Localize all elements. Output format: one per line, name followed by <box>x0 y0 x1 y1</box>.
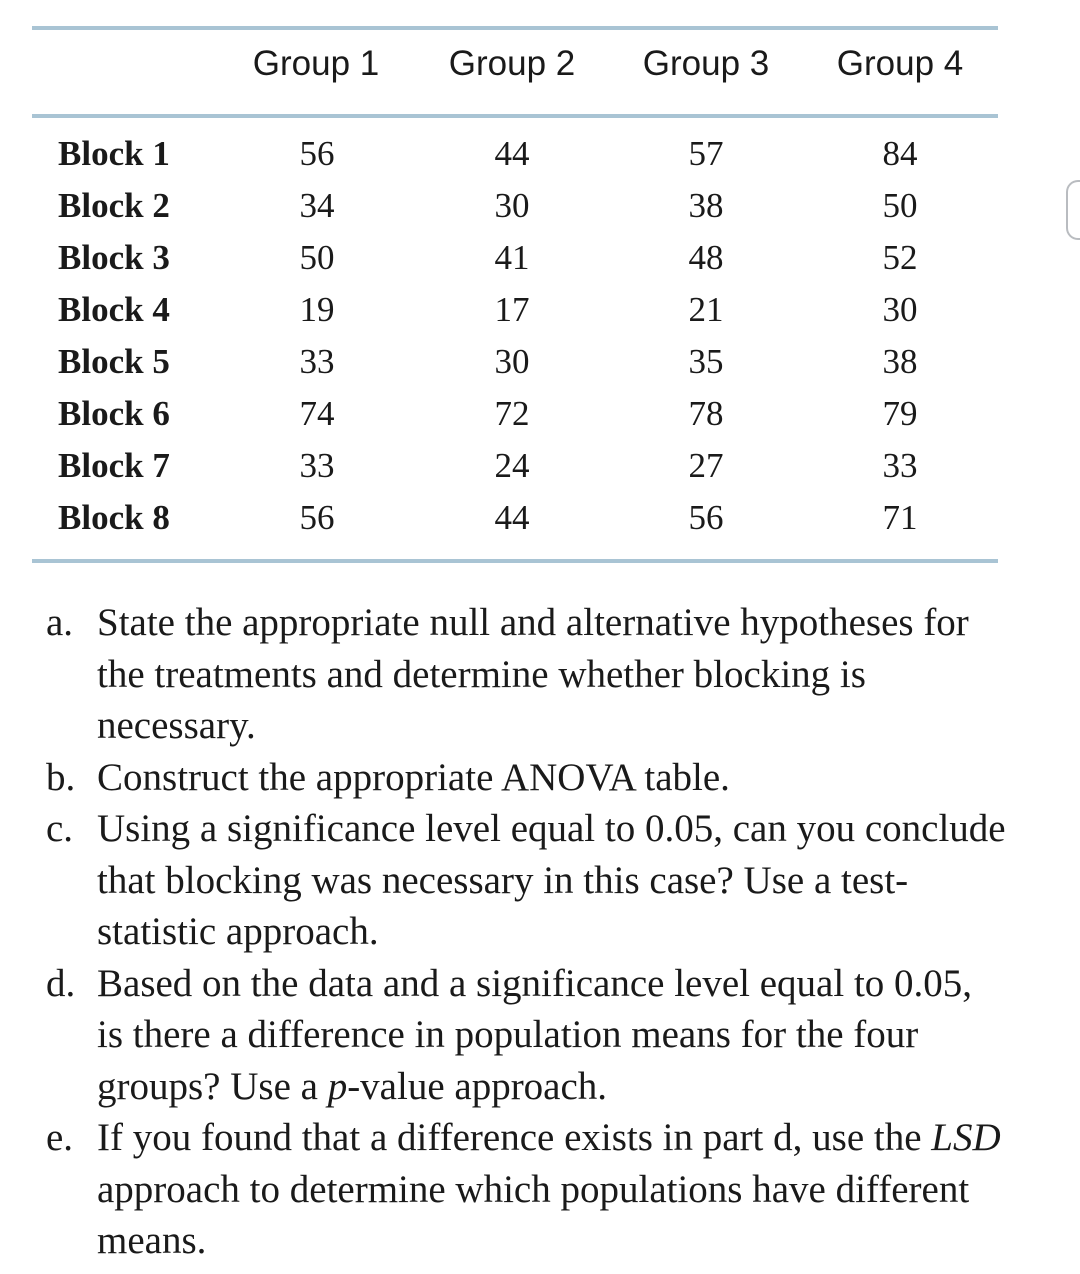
question-d <box>46 958 1006 1113</box>
row-label: Block 4 <box>58 290 170 329</box>
question-letter: e. <box>46 1116 74 1159</box>
question-text-pre: Based on the data and a significance level equal to 0.05, is there a difference in population means for the four groups? Use a <box>97 961 973 1108</box>
table-cell: 56 <box>688 498 724 537</box>
table-header-rule <box>32 114 998 118</box>
table-cell: 33 <box>299 446 335 485</box>
table-cell: 24 <box>494 446 530 485</box>
table-row <box>0 290 1080 342</box>
table-cell: 44 <box>494 134 530 173</box>
row-label: Block 5 <box>58 342 170 381</box>
table-row <box>0 238 1080 290</box>
question-text: Using a significance level equal to 0.05, can you conclude that blocking was necessary in this case? Use a test-statistic approach. <box>97 807 1006 953</box>
column-header-group-3: Group 3 <box>642 44 770 83</box>
table-cell: 34 <box>299 186 335 225</box>
question-letter: a. <box>46 601 74 644</box>
table-cell: 17 <box>494 290 530 329</box>
table-cell: 48 <box>688 238 724 277</box>
table-cell: 30 <box>882 290 918 329</box>
table-cell: 72 <box>494 394 530 433</box>
table-cell: 35 <box>688 342 724 381</box>
table-cell: 71 <box>882 498 918 537</box>
question-letter: d. <box>46 961 76 1005</box>
table-cell: 74 <box>299 394 335 433</box>
table-header <box>0 44 1080 94</box>
table-cell: 33 <box>299 342 335 381</box>
question-letter: b. <box>46 755 76 799</box>
row-label: Block 7 <box>58 446 170 485</box>
row-label: Block 2 <box>58 186 170 225</box>
table-row <box>0 134 1080 186</box>
question-list <box>46 597 1006 1267</box>
row-label: Block 6 <box>58 394 170 433</box>
question-text-pre: If you found that a difference exists in part d, use the <box>97 1116 932 1159</box>
row-label: Block 8 <box>58 498 170 537</box>
table-cell: 84 <box>882 134 918 173</box>
question-text-emphasis: LSD <box>931 1116 1001 1159</box>
table-cell: 38 <box>882 342 918 381</box>
table-cell: 30 <box>494 342 530 381</box>
table-row <box>0 186 1080 238</box>
table-cell: 56 <box>299 498 335 537</box>
table-cell: 30 <box>494 186 530 225</box>
column-header-group-2: Group 2 <box>448 44 576 83</box>
question-e <box>46 1112 1006 1267</box>
table-row <box>0 446 1080 498</box>
table-row <box>0 394 1080 446</box>
question-text: State the appropriate null and alternative hypotheses for the treatments and determine whether blocking is necessary. <box>97 601 969 747</box>
question-c <box>46 803 1006 958</box>
scroll-handle[interactable] <box>1066 180 1080 240</box>
row-label: Block 3 <box>58 238 170 277</box>
table-bottom-rule <box>32 559 998 563</box>
question-text-post: -value approach. <box>347 1064 608 1108</box>
table-cell: 78 <box>688 394 724 433</box>
question-text: Construct the appropriate ANOVA table. <box>97 755 730 799</box>
table-cell: 27 <box>688 446 724 485</box>
table-cell: 19 <box>299 290 335 329</box>
table-cell: 33 <box>882 446 918 485</box>
column-header-group-1: Group 1 <box>252 44 380 83</box>
question-a <box>46 597 1006 752</box>
row-label: Block 1 <box>58 134 170 173</box>
column-header-group-4: Group 4 <box>836 44 964 83</box>
question-letter: c. <box>46 807 74 850</box>
table-row <box>0 498 1080 550</box>
table-cell: 57 <box>688 134 724 173</box>
table-cell: 44 <box>494 498 530 537</box>
table-cell: 52 <box>882 238 918 277</box>
table-cell: 38 <box>688 186 724 225</box>
table-top-rule <box>32 26 998 30</box>
question-text-emphasis: p <box>327 1064 348 1108</box>
table-cell: 56 <box>299 134 335 173</box>
question-text-post: approach to determine which populations have different means. <box>97 1167 970 1262</box>
table-cell: 21 <box>688 290 724 329</box>
table-cell: 50 <box>299 238 335 277</box>
table-row <box>0 342 1080 394</box>
table-body <box>0 134 1080 550</box>
table-cell: 79 <box>882 394 918 433</box>
table-cell: 50 <box>882 186 918 225</box>
table-cell: 41 <box>494 238 530 277</box>
question-b <box>46 752 1006 804</box>
